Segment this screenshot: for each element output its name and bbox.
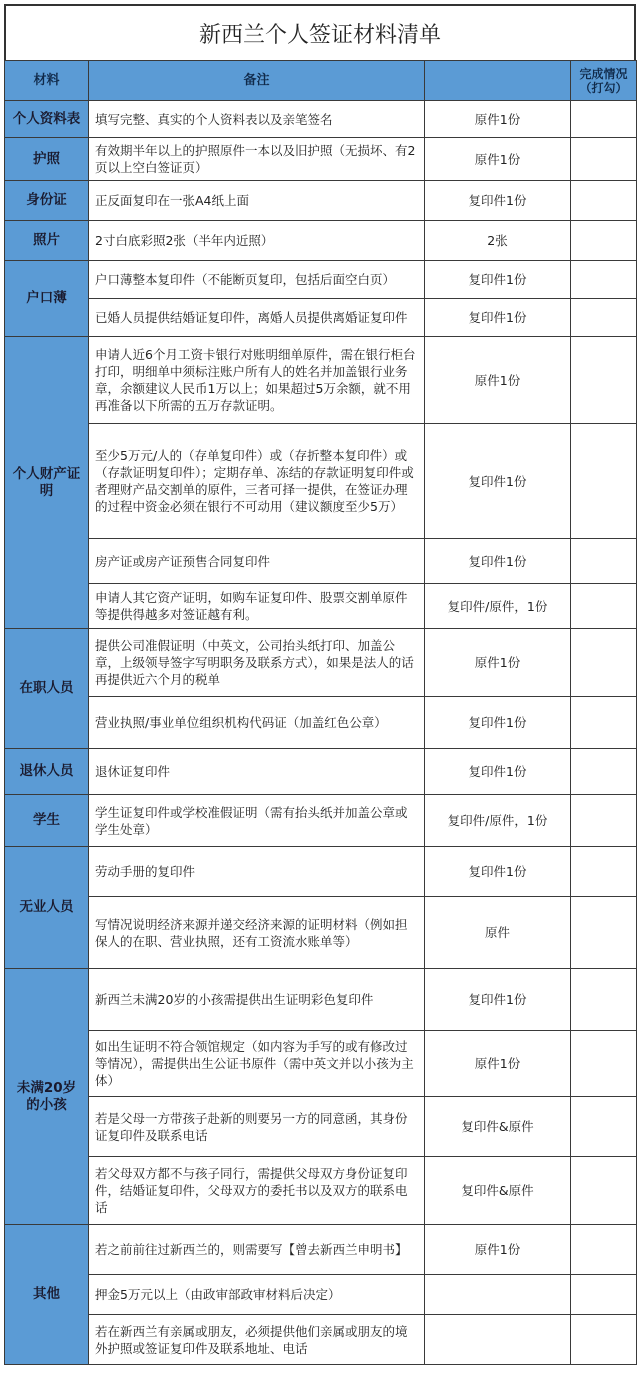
- checkbox-cell[interactable]: [571, 424, 637, 539]
- requirement-cell: 原件: [425, 897, 571, 969]
- note-cell: 填写完整、真实的个人资料表以及亲笔签名: [89, 101, 425, 138]
- requirement-cell: 复印件1份: [425, 539, 571, 584]
- table-row: [5, 299, 637, 337]
- note-cell: 新西兰未满20岁的小孩需提供出生证明彩色复印件: [89, 969, 425, 1031]
- table-row: [5, 1097, 637, 1157]
- checkbox-cell[interactable]: [571, 1157, 637, 1225]
- note-cell: 申请人近6个月工资卡银行对账明细单原件，需在银行柜台打印，明细单中须标注账户所有人的姓名并加盖银行业务章，余额建议人民币1万以上；如果超过5万余额，就不用再准备以下所需的五万存款证明。: [89, 337, 425, 424]
- requirement-cell: 复印件&原件: [425, 1157, 571, 1225]
- note-cell: 房产证或房产证预售合同复印件: [89, 539, 425, 584]
- note-cell: 退休证复印件: [89, 749, 425, 795]
- table-row: [5, 795, 637, 847]
- checkbox-cell[interactable]: [571, 221, 637, 261]
- note-cell: 营业执照/事业单位组织机构代码证（加盖红色公章）: [89, 697, 425, 749]
- checkbox-cell[interactable]: [571, 584, 637, 629]
- requirement-cell: 复印件/原件，1份: [425, 795, 571, 847]
- table-row: [5, 1157, 637, 1225]
- table-row: [5, 261, 637, 299]
- requirement-cell: 复印件1份: [425, 299, 571, 337]
- checkbox-cell[interactable]: [571, 337, 637, 424]
- category-cell: 在职人员: [5, 629, 89, 749]
- requirement-cell: [425, 1315, 571, 1365]
- table-row: [5, 629, 637, 697]
- header-done: 完成情况（打勾）: [571, 61, 637, 101]
- note-cell: 已婚人员提供结婚证复印件，离婚人员提供离婚证复印件: [89, 299, 425, 337]
- checkbox-cell[interactable]: [571, 1225, 637, 1275]
- category-cell: 其他: [5, 1225, 89, 1365]
- note-cell: 劳动手册的复印件: [89, 847, 425, 897]
- note-cell: 学生证复印件或学校准假证明（需有抬头纸并加盖公章或学生处章）: [89, 795, 425, 847]
- header-material: 材料: [5, 61, 89, 101]
- note-cell: 2寸白底彩照2张（半年内近照）: [89, 221, 425, 261]
- note-cell: 正反面复印在一张A4纸上面: [89, 181, 425, 221]
- table-row: [5, 897, 637, 969]
- note-cell: 若在新西兰有亲属或朋友，必须提供他们亲属或朋友的境外护照或签证复印件及联系地址、电话: [89, 1315, 425, 1365]
- checkbox-cell[interactable]: [571, 299, 637, 337]
- note-cell: 押金5万元以上（由政审部政审材料后决定）: [89, 1275, 425, 1315]
- note-cell: 户口薄整本复印件（不能断页复印，包括后面空白页）: [89, 261, 425, 299]
- checkbox-cell[interactable]: [571, 138, 637, 181]
- requirement-cell: 原件1份: [425, 101, 571, 138]
- note-cell: 至少5万元/人的（存单复印件）或（存折整本复印件）或（存款证明复印件）；定期存单、冻结的存款证明复印件或者理财产品交割单的原件，三者可择一提供，在签证办理的过程中资金必须在银行不可动用（建议额度至少5万）: [89, 424, 425, 539]
- checklist-table: [4, 60, 637, 1365]
- requirement-cell: 复印件1份: [425, 749, 571, 795]
- table-row: [5, 539, 637, 584]
- note-cell: 若父母双方都不与孩子同行，需提供父母双方身份证复印件，结婚证复印件，父母双方的委托书以及双方的联系电话: [89, 1157, 425, 1225]
- category-cell: 退休人员: [5, 749, 89, 795]
- checkbox-cell[interactable]: [571, 101, 637, 138]
- checkbox-cell[interactable]: [571, 1031, 637, 1097]
- note-cell: 提供公司准假证明（中英文，公司抬头纸打印、加盖公章，上级领导签字写明职务及联系方式），如果是法人的话再提供近六个月的税单: [89, 629, 425, 697]
- header-note: 备注: [89, 61, 425, 101]
- table-row: [5, 847, 637, 897]
- checkbox-cell[interactable]: [571, 749, 637, 795]
- note-cell: 如出生证明不符合领馆规定（如内容为手写的或有修改过等情况），需提供出生公证书原件（需中英文并以小孩为主体）: [89, 1031, 425, 1097]
- category-cell: 个人财产证明: [5, 337, 89, 629]
- requirement-cell: 复印件1份: [425, 261, 571, 299]
- table-row: [5, 138, 637, 181]
- category-cell: 未满20岁的小孩: [5, 969, 89, 1225]
- header-row: [5, 61, 637, 101]
- category-cell: 身份证: [5, 181, 89, 221]
- checkbox-cell[interactable]: [571, 1315, 637, 1365]
- note-cell: 若是父母一方带孩子赴新的则要另一方的同意函，其身份证复印件及联系电话: [89, 1097, 425, 1157]
- table-row: [5, 181, 637, 221]
- requirement-cell: 原件1份: [425, 1225, 571, 1275]
- header-requirement: [425, 61, 571, 101]
- requirement-cell: 复印件1份: [425, 424, 571, 539]
- table-row: [5, 1031, 637, 1097]
- requirement-cell: 原件1份: [425, 1031, 571, 1097]
- requirement-cell: 原件1份: [425, 337, 571, 424]
- table-row: [5, 424, 637, 539]
- note-cell: 写情况说明经济来源并递交经济来源的证明材料（例如担保人的在职、营业执照，还有工资流水账单等）: [89, 897, 425, 969]
- table-row: [5, 101, 637, 138]
- category-cell: 学生: [5, 795, 89, 847]
- checkbox-cell[interactable]: [571, 261, 637, 299]
- checklist-document: [4, 4, 636, 1365]
- table-row: [5, 749, 637, 795]
- table-row: [5, 1225, 637, 1275]
- note-cell: 有效期半年以上的护照原件一本以及旧护照（无损坏、有2页以上空白签证页）: [89, 138, 425, 181]
- checkbox-cell[interactable]: [571, 181, 637, 221]
- table-row: [5, 337, 637, 424]
- requirement-cell: [425, 1275, 571, 1315]
- category-cell: 护照: [5, 138, 89, 181]
- category-cell: 户口薄: [5, 261, 89, 337]
- table-row: [5, 969, 637, 1031]
- document-title: 新西兰个人签证材料清单: [4, 4, 636, 60]
- checkbox-cell[interactable]: [571, 897, 637, 969]
- note-cell: 申请人其它资产证明，如购车证复印件、股票交割单原件等提供得越多对签证越有利。: [89, 584, 425, 629]
- requirement-cell: 复印件1份: [425, 969, 571, 1031]
- checkbox-cell[interactable]: [571, 697, 637, 749]
- requirement-cell: 复印件/原件，1份: [425, 584, 571, 629]
- checkbox-cell[interactable]: [571, 629, 637, 697]
- checkbox-cell[interactable]: [571, 847, 637, 897]
- checkbox-cell[interactable]: [571, 795, 637, 847]
- category-cell: 照片: [5, 221, 89, 261]
- table-row: [5, 1275, 637, 1315]
- requirement-cell: 原件1份: [425, 138, 571, 181]
- requirement-cell: 原件1份: [425, 629, 571, 697]
- requirement-cell: 2张: [425, 221, 571, 261]
- note-cell: 若之前前往过新西兰的，则需要写【曾去新西兰申明书】: [89, 1225, 425, 1275]
- table-row: [5, 697, 637, 749]
- category-cell: 个人资料表: [5, 101, 89, 138]
- table-row: [5, 1315, 637, 1365]
- category-cell: 无业人员: [5, 847, 89, 969]
- checkbox-cell[interactable]: [571, 969, 637, 1031]
- checkbox-cell[interactable]: [571, 1275, 637, 1315]
- requirement-cell: 复印件1份: [425, 697, 571, 749]
- requirement-cell: 复印件1份: [425, 181, 571, 221]
- checkbox-cell[interactable]: [571, 539, 637, 584]
- checkbox-cell[interactable]: [571, 1097, 637, 1157]
- table-row: [5, 584, 637, 629]
- requirement-cell: 复印件1份: [425, 847, 571, 897]
- requirement-cell: 复印件&原件: [425, 1097, 571, 1157]
- table-row: [5, 221, 637, 261]
